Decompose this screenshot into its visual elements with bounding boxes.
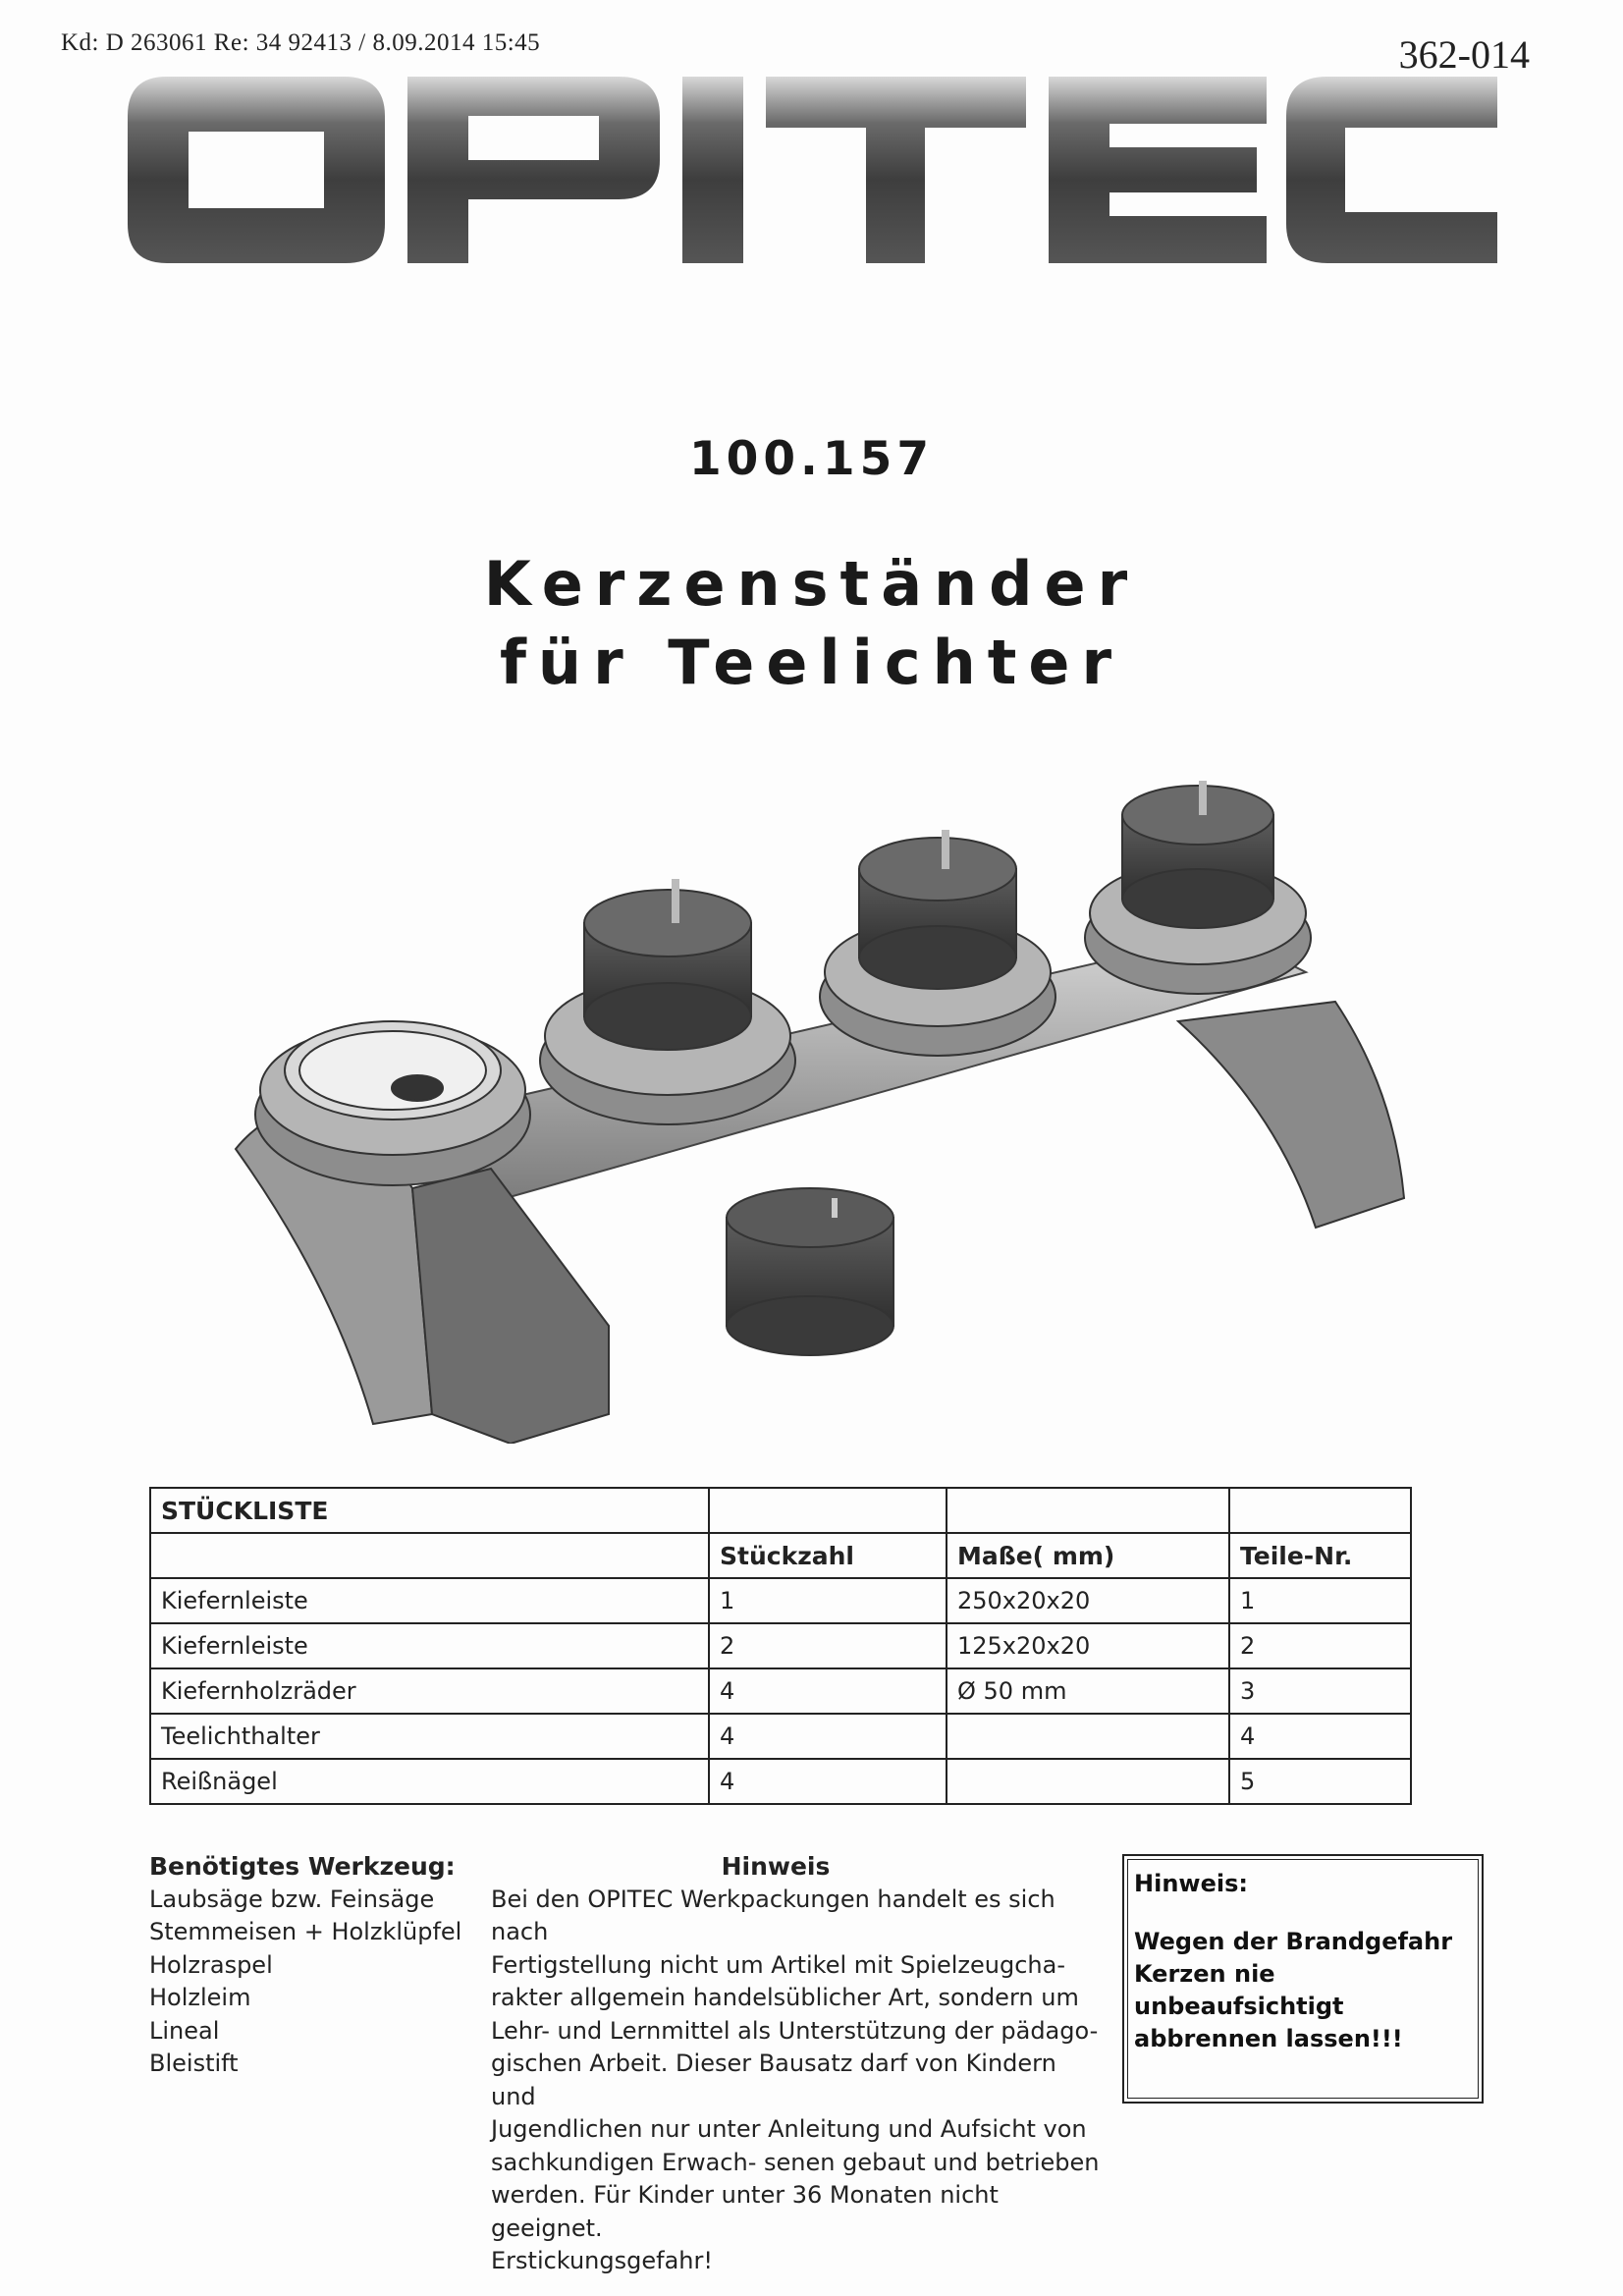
column-header-part-number: Teile-Nr. [1229, 1533, 1411, 1578]
hint-line: Fertigstellung nicht um Artikel mit Spielzeugcha- [491, 1950, 1065, 1979]
hint-line: werden. Für Kinder unter 36 Monaten nicht geeignet. [491, 2181, 999, 2242]
part-dimensions: 250x20x20 [947, 1578, 1229, 1623]
warning-line: Kerzen nie unbeaufsichtigt [1134, 1960, 1344, 2020]
hint-line: rakter allgemein handelsüblicher Art, sondern um [491, 1984, 1079, 2011]
parts-list-header-row [150, 1533, 1411, 1578]
warning-line: abbrennen lassen!!! [1134, 2025, 1403, 2052]
required-tools [149, 1850, 461, 2081]
parts-list-table [149, 1487, 1412, 1805]
list-item: Holzraspel [149, 1950, 273, 1979]
parts-list-title-row [150, 1488, 1411, 1533]
fax-header: Kd: D 263061 Re: 34 92413 / 8.09.2014 15:45 [61, 29, 541, 56]
part-quantity: 4 [709, 1759, 947, 1804]
table-row [150, 1668, 1411, 1714]
part-number: 1 [1229, 1578, 1411, 1623]
table-row [150, 1759, 1411, 1804]
column-header-quantity: Stückzahl [709, 1533, 947, 1578]
part-name: Teelichthalter [150, 1714, 709, 1759]
warning-heading: Hinweis: [1134, 1870, 1248, 1897]
part-number: 2 [1229, 1623, 1411, 1668]
part-quantity: 4 [709, 1668, 947, 1714]
hint-line: Lehr- und Lernmittel als Unterstützung der pädago- [491, 2016, 1099, 2045]
hint-heading: Hinweis [721, 1852, 831, 1881]
list-item: Stemmeisen + Holzklüpfel [149, 1918, 462, 1945]
part-name: Reißnägel [150, 1759, 709, 1804]
hint-section [491, 1850, 1100, 2278]
part-name: Kiefernholzräder [150, 1668, 709, 1714]
warning-line: Wegen der Brandgefahr [1134, 1928, 1453, 1955]
list-item: Laubsäge bzw. Feinsäge [149, 1885, 435, 1913]
tools-heading: Benötigtes Werkzeug: [149, 1852, 456, 1881]
table-row [150, 1623, 1411, 1668]
list-item: Lineal [149, 2016, 220, 2045]
article-number: 100.157 [688, 432, 935, 486]
product-title [0, 545, 1623, 702]
part-name: Kiefernleiste [150, 1578, 709, 1623]
hint-line: Jugendlichen nur unter Anleitung und Aufsicht von [491, 2115, 1087, 2143]
part-quantity: 2 [709, 1623, 947, 1668]
product-title-line-1: Kerzenständer [483, 548, 1140, 620]
part-dimensions [947, 1759, 1229, 1804]
fire-warning-box [1122, 1854, 1484, 2104]
part-quantity: 1 [709, 1578, 947, 1623]
list-item: Bleistift [149, 2050, 239, 2077]
table-row [150, 1714, 1411, 1759]
table-row [150, 1578, 1411, 1623]
column-header-dimensions: Maße( mm) [947, 1533, 1229, 1578]
part-number: 3 [1229, 1668, 1411, 1714]
part-name: Kiefernleiste [150, 1623, 709, 1668]
product-photo [216, 776, 1434, 1444]
part-number: 4 [1229, 1714, 1411, 1759]
hint-line: Erstickungsgefahr! [491, 2247, 713, 2274]
parts-list-title: STÜCKLISTE [150, 1488, 709, 1533]
part-quantity: 4 [709, 1714, 947, 1759]
part-dimensions [947, 1714, 1229, 1759]
opitec-logo [128, 77, 1502, 268]
part-dimensions: Ø 50 mm [947, 1668, 1229, 1714]
hint-line: sachkundigen Erwach- senen gebaut und betrieben [491, 2148, 1100, 2176]
hint-line: Bei den OPITEC Werkpackungen handelt es sich nach [491, 1885, 1055, 1945]
part-dimensions: 125x20x20 [947, 1623, 1229, 1668]
document-number: 362-014 [1398, 32, 1530, 77]
hint-line: gischen Arbeit. Dieser Bausatz darf von Kindern und [491, 2050, 1056, 2110]
list-item: Holzleim [149, 1984, 251, 2011]
part-number: 5 [1229, 1759, 1411, 1804]
product-title-line-2: für Teelichter [499, 627, 1124, 698]
